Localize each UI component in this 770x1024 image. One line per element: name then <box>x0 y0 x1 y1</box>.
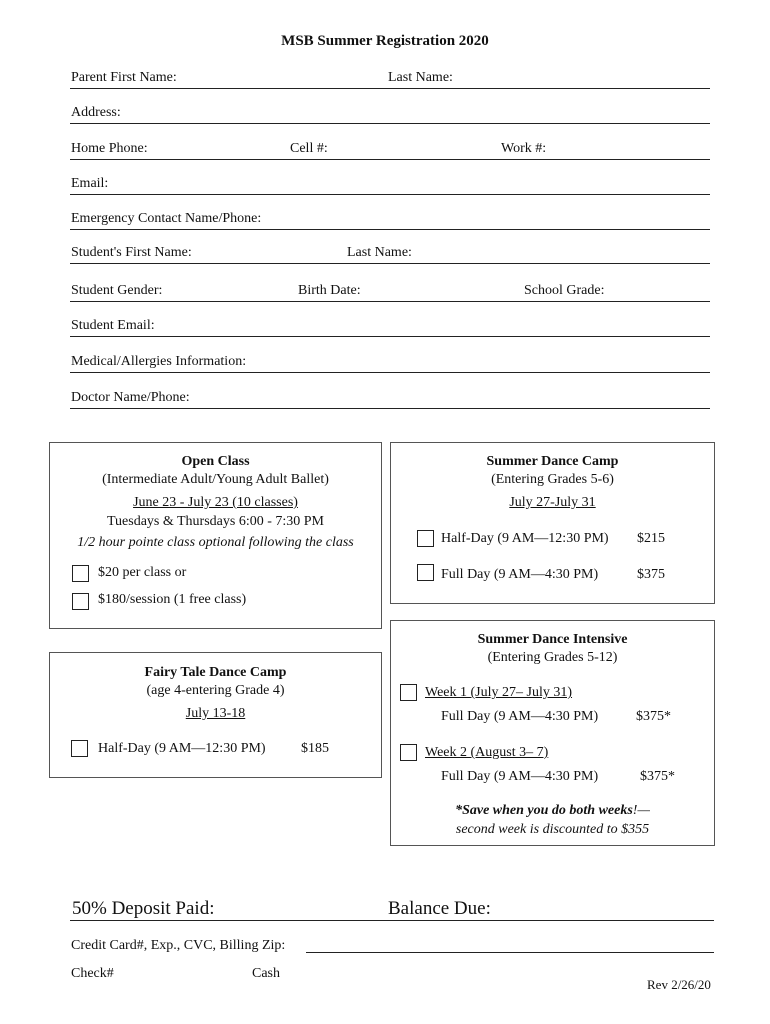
open-class-title: Open Class <box>181 454 250 469</box>
address-row[interactable] <box>70 101 710 124</box>
revision-label: Rev 2/26/20 <box>647 977 711 992</box>
week2-label: Week 2 (August 3– 7) <box>425 745 549 760</box>
parent-last-name-label: Last Name: <box>388 70 453 85</box>
medical-label: Medical/Allergies Information: <box>71 354 247 369</box>
email-row[interactable] <box>70 172 710 195</box>
medical-row[interactable] <box>70 350 710 373</box>
summer-camp-title: Summer Dance Camp <box>486 454 619 469</box>
doctor-row[interactable] <box>70 386 710 409</box>
fairy-tale-dates: July 13-18 <box>185 706 246 721</box>
form-title: MSB Summer Registration 2020 <box>281 33 489 49</box>
fairy-half-day-label: Half-Day (9 AM—12:30 PM) <box>98 741 266 756</box>
week2-checkbox[interactable] <box>400 744 417 761</box>
credit-card-label: Credit Card#, Exp., CVC, Billing Zip: <box>71 938 286 953</box>
fairy-tale-title: Fairy Tale Dance Camp <box>144 665 287 680</box>
session-option: $180/session (1 free class) <box>98 592 247 607</box>
work-label: Work #: <box>501 141 547 156</box>
home-phone-label: Home Phone: <box>71 141 148 156</box>
student-email-label: Student Email: <box>71 318 155 333</box>
balance-label: Balance Due: <box>388 898 491 919</box>
payment-line[interactable] <box>70 920 714 921</box>
week1-price: $375* <box>636 709 671 724</box>
camp-half-day-checkbox[interactable] <box>417 530 434 547</box>
intensive-title: Summer Dance Intensive <box>477 632 628 647</box>
week2-price: $375* <box>640 769 675 784</box>
birth-date-label: Birth Date: <box>298 283 361 298</box>
open-class-dates: June 23 - July 23 (10 classes) <box>133 495 298 510</box>
week1-detail: Full Day (9 AM—4:30 PM) <box>441 709 599 724</box>
camp-half-day-label: Half-Day (9 AM—12:30 PM) <box>441 531 609 546</box>
save-note <box>391 803 714 819</box>
email-label: Email: <box>71 176 109 191</box>
discount-note: second week is discounted to $355 <box>455 822 650 837</box>
summer-camp-subtitle: (Entering Grades 5-6) <box>491 472 614 487</box>
address-label: Address: <box>71 105 121 120</box>
doctor-label: Doctor Name/Phone: <box>71 390 190 405</box>
credit-card-line[interactable] <box>306 952 714 953</box>
fairy-half-day-checkbox[interactable] <box>71 740 88 757</box>
school-grade-label: School Grade: <box>524 283 605 298</box>
cash-label: Cash <box>252 966 280 981</box>
student-gender-label: Student Gender: <box>71 283 163 298</box>
save-note-bold: *Save when you do both weeks <box>455 803 633 818</box>
fairy-half-day-price: $185 <box>301 741 329 756</box>
emergency-contact-label: Emergency Contact Name/Phone: <box>71 211 262 226</box>
save-note-rest: !— <box>632 803 650 818</box>
student-last-name-label: Last Name: <box>347 245 412 260</box>
parent-name-row[interactable] <box>70 66 710 89</box>
summer-camp-dates: July 27-July 31 <box>509 495 596 510</box>
per-class-checkbox[interactable] <box>72 565 89 582</box>
session-checkbox[interactable] <box>72 593 89 610</box>
open-class-schedule: Tuesdays & Thursdays 6:00 - 7:30 PM <box>106 514 325 529</box>
week1-label: Week 1 (July 27– July 31) <box>425 685 573 700</box>
per-class-option: $20 per class or <box>98 565 187 580</box>
open-class-box <box>49 442 382 629</box>
camp-full-day-label: Full Day (9 AM—4:30 PM) <box>441 567 599 582</box>
camp-half-day-price: $215 <box>637 531 665 546</box>
student-info-row[interactable] <box>70 279 710 302</box>
phone-row[interactable] <box>70 137 710 160</box>
camp-full-day-checkbox[interactable] <box>417 564 434 581</box>
intensive-box <box>390 620 715 846</box>
student-name-row[interactable] <box>70 241 710 264</box>
week2-detail: Full Day (9 AM—4:30 PM) <box>441 769 599 784</box>
fairy-tale-box <box>49 652 382 778</box>
emergency-row[interactable] <box>70 207 710 230</box>
cell-label: Cell #: <box>290 141 328 156</box>
deposit-label: 50% Deposit Paid: <box>72 898 215 919</box>
open-class-note: 1/2 hour pointe class optional following the class <box>77 535 354 550</box>
parent-first-name-label: Parent First Name: <box>71 70 177 85</box>
summer-camp-box <box>390 442 715 604</box>
camp-full-day-price: $375 <box>637 567 665 582</box>
open-class-subtitle: (Intermediate Adult/Young Adult Ballet) <box>102 472 329 487</box>
week1-checkbox[interactable] <box>400 684 417 701</box>
student-email-row[interactable] <box>70 314 710 337</box>
intensive-subtitle: (Entering Grades 5-12) <box>487 650 618 665</box>
student-first-name-label: Student's First Name: <box>71 245 192 260</box>
fairy-tale-subtitle: (age 4-entering Grade 4) <box>146 683 285 698</box>
check-label: Check# <box>71 966 114 981</box>
